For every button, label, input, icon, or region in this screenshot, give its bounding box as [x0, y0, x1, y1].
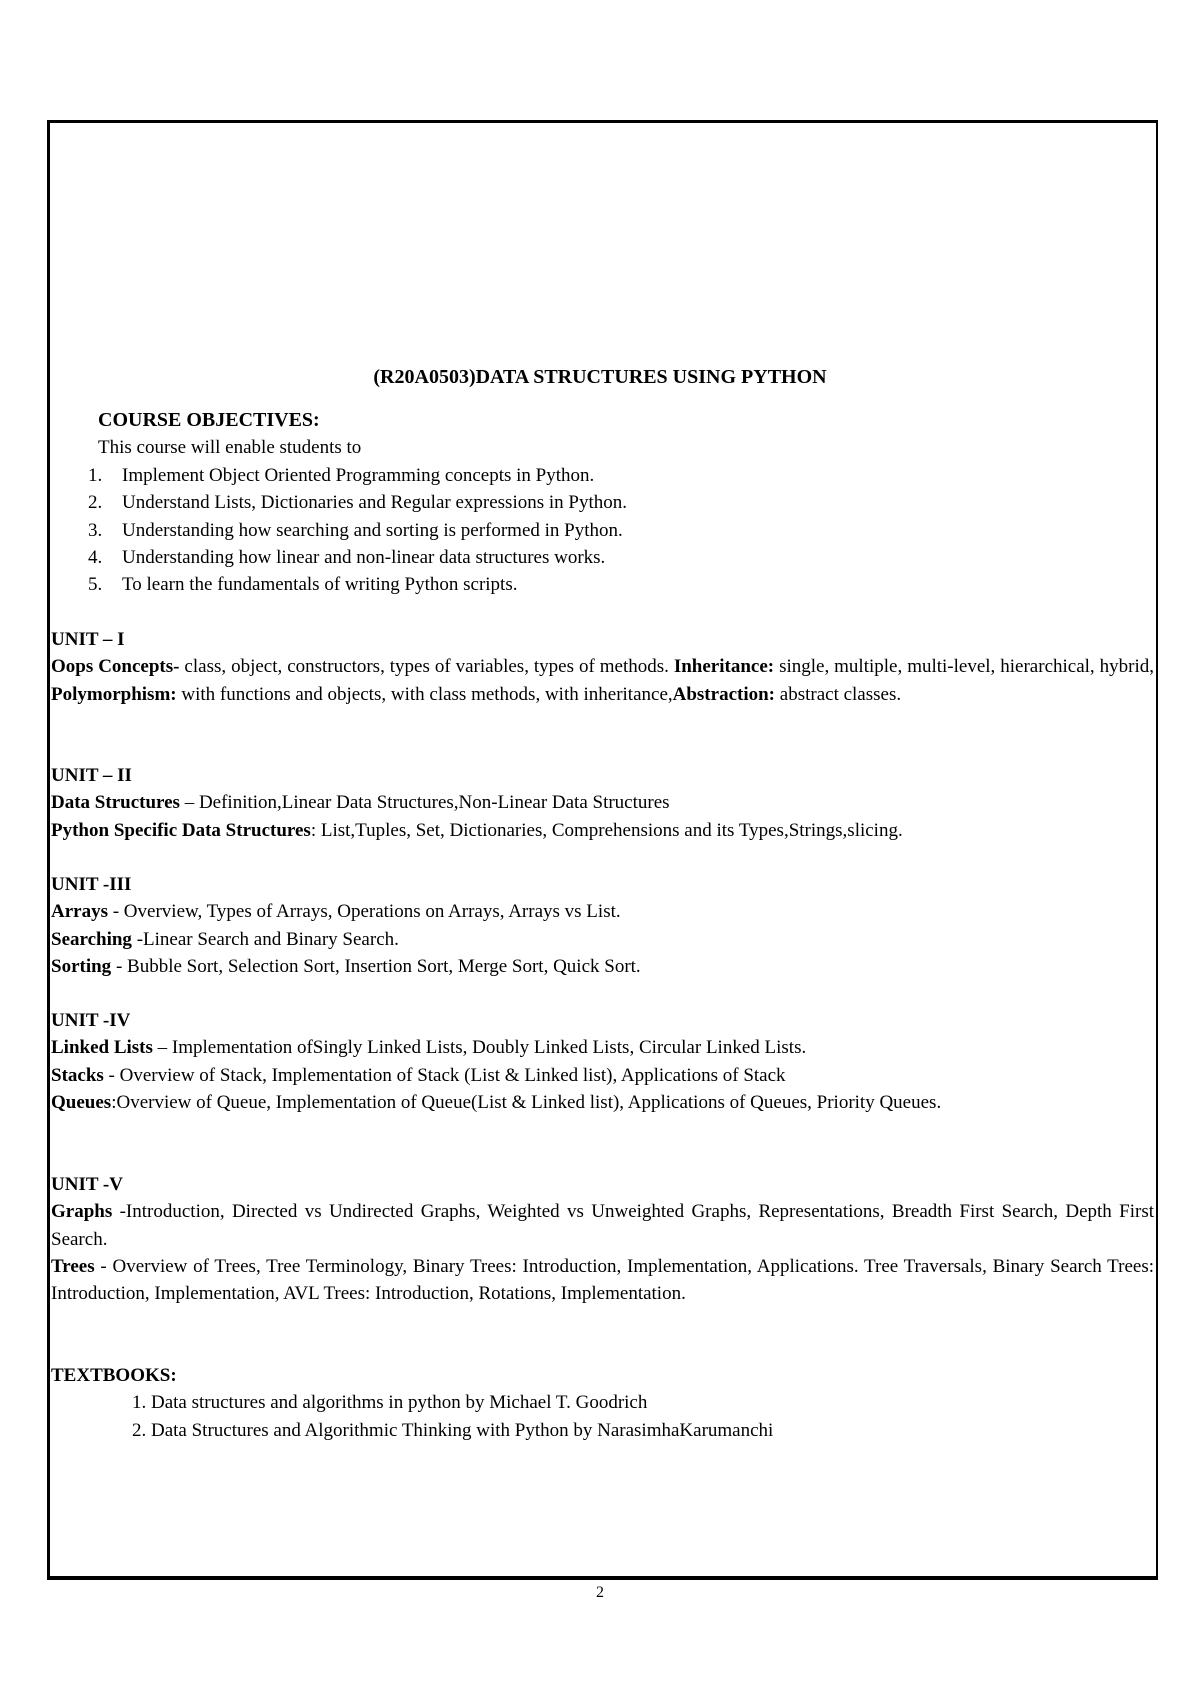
topic-label: Searching [51, 928, 132, 950]
unit-topic [51, 898, 1154, 925]
unit-topic [51, 926, 1154, 953]
unit-topic [51, 953, 1154, 980]
topic-text: single, multiple, multi-level, hierarchical, hybrid, [774, 656, 1154, 678]
topic-label: Inheritance: [673, 656, 775, 678]
objective-item [88, 489, 627, 516]
topic-label: Sorting [51, 955, 112, 977]
unit-1 [51, 626, 1154, 708]
page-border [47, 120, 1158, 1580]
unit-topic [51, 1253, 1154, 1308]
topic-text: - Overview of Trees, Tree Terminology, Binary Trees: Introduction, Implementation, Applications. Tree Traversals, Binary Search Trees: Introduction, Implementation, AVL Trees: Introduction, Rotations, Implementation. [51, 1255, 1154, 1305]
topic-text: – Definition,Linear Data Structures,Non-Linear Data Structures [179, 792, 670, 814]
item-number: 2. [88, 492, 103, 514]
textbooks-section [51, 1362, 773, 1444]
objectives-heading: COURSE OBJECTIVES: [98, 409, 320, 431]
page-number: 2 [596, 1584, 604, 1601]
objectives-list [88, 462, 627, 598]
item-text: To learn the fundamentals of writing Python scripts. [122, 574, 518, 596]
unit-heading: UNIT -III [51, 874, 132, 895]
topic-text: – Implementation ofSingly Linked Lists, Doubly Linked Lists, Circular Linked Lists. [152, 1037, 807, 1059]
unit-topic [51, 789, 1154, 816]
topic-text: with functions and objects, with class methods, with inheritance, [176, 683, 673, 705]
item-number: 5. [88, 574, 103, 596]
item-text: Implement Object Oriented Programming concepts in Python. [122, 465, 595, 486]
topic-label: Oops Concepts- [51, 656, 180, 678]
topic-label: Stacks [51, 1064, 104, 1086]
course-title: (R20A0503)DATA STRUCTURES USING PYTHON [373, 366, 827, 388]
topic-label: Polymorphism: [51, 683, 177, 705]
objective-item [88, 462, 627, 489]
unit-4 [51, 1007, 1154, 1116]
topic-label: Python Specific Data Structures [51, 819, 311, 841]
unit-topic [51, 653, 1154, 708]
objectives-intro: This course will enable students to [98, 437, 362, 458]
unit-heading: UNIT – I [51, 629, 125, 650]
item-text: Understanding how linear and non-linear data structures works. [122, 546, 606, 568]
item-text: Understanding how searching and sorting is performed in Python. [122, 519, 623, 541]
topic-text: - Overview, Types of Arrays, Operations on Arrays, Arrays vs List. [107, 901, 621, 923]
topic-text: :Overview of Queue, Implementation of Queue(List & Linked list), Applications of Queues, Priority Queues. [111, 1091, 942, 1113]
item-number: 3. [88, 519, 103, 541]
topic-label: Abstraction: [672, 683, 776, 705]
topic-label: Linked Lists [51, 1037, 153, 1059]
topic-text: abstract classes. [775, 683, 902, 705]
topic-text: : List,Tuples, Set, Dictionaries, Comprehensions and its Types,Strings,slicing. [310, 819, 903, 841]
topic-label: Arrays [51, 901, 108, 923]
topic-label: Queues [51, 1091, 112, 1113]
unit-topic [51, 1089, 1154, 1116]
topic-text: class, object, constructors, types of variables, types of methods. [179, 656, 674, 678]
unit-3 [51, 871, 1154, 980]
unit-heading: UNIT -V [51, 1174, 123, 1195]
topic-text: -Introduction, Directed vs Undirected Graphs, Weighted vs Unweighted Graphs, Representations, Breadth First Search, Depth First Search. [51, 1201, 1154, 1250]
textbook-item: 1. Data structures and algorithms in python by Michael T. Goodrich [132, 1392, 648, 1414]
unit-heading: UNIT -IV [51, 1010, 131, 1031]
unit-topic [51, 1034, 1154, 1061]
item-number: 1. [88, 465, 103, 486]
topic-text: -Linear Search and Binary Search. [131, 928, 399, 950]
item-number: 4. [88, 546, 103, 568]
textbooks-heading: TEXTBOOKS: [51, 1365, 177, 1386]
objective-item [88, 517, 627, 544]
objective-item [88, 544, 627, 571]
topic-text: - Bubble Sort, Selection Sort, Insertion Sort, Merge Sort, Quick Sort. [111, 955, 641, 977]
topic-label: Data Structures [51, 792, 180, 814]
unit-topic [51, 1062, 1154, 1089]
unit-topic [51, 1198, 1154, 1253]
unit-topic [51, 817, 1154, 844]
unit-heading: UNIT – II [51, 765, 132, 786]
topic-label: Trees [51, 1255, 95, 1277]
unit-2 [51, 762, 1154, 844]
item-text: Understand Lists, Dictionaries and Regular expressions in Python. [122, 492, 628, 514]
objective-item [88, 571, 627, 598]
topic-label: Graphs [51, 1201, 113, 1223]
topic-text: - Overview of Stack, Implementation of Stack (List & Linked list), Applications of Stack [103, 1064, 786, 1086]
unit-5 [51, 1171, 1154, 1307]
textbook-item: 2. Data Structures and Algorithmic Thinking with Python by NarasimhaKarumanchi [132, 1419, 774, 1441]
